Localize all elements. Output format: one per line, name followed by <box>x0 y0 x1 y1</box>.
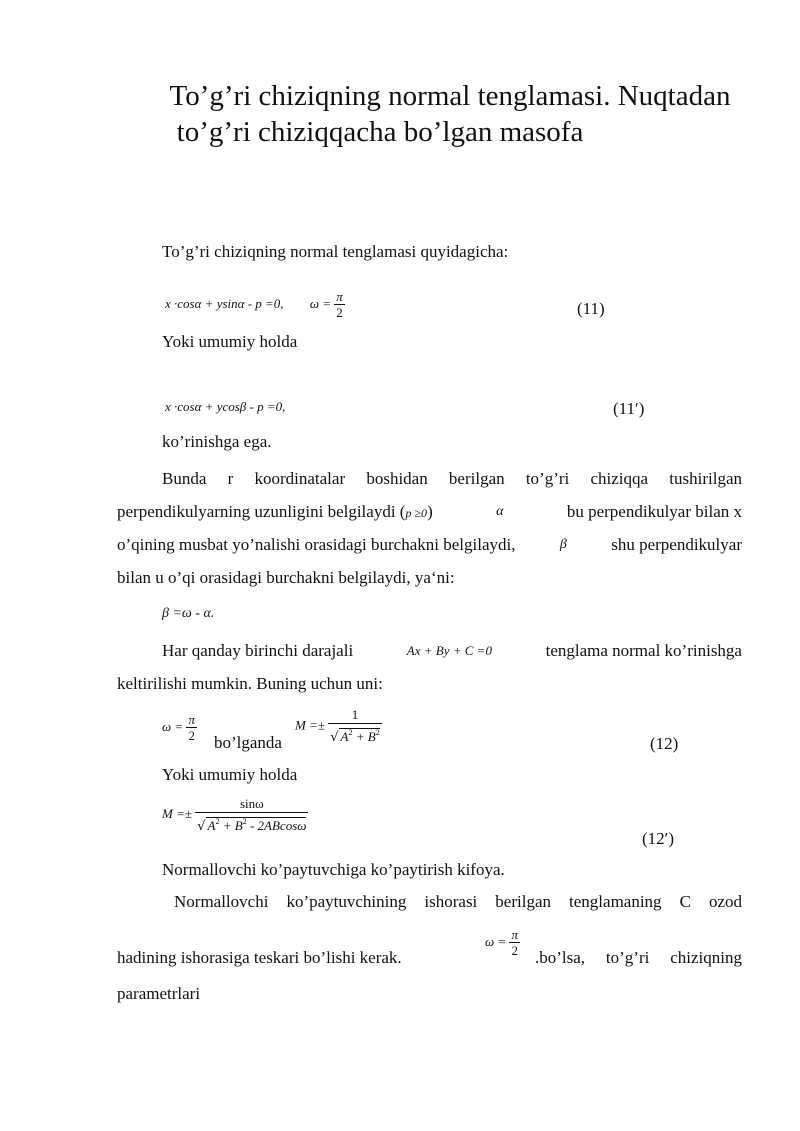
text: shu perpendikulyar <box>611 535 742 554</box>
two: 2 <box>336 305 343 320</box>
var-b: + B <box>219 818 243 833</box>
omega-eq: ω = <box>485 933 507 949</box>
m-eq: M =± <box>295 717 325 733</box>
paragraph-sign-line-1: Normallovchi ko’paytuvchining ishorasi berilgan tenglamaning C ozod <box>174 892 742 911</box>
page-title-line-2: to’g’ri chiziqqacha bo’lgan masofa <box>176 116 584 148</box>
pi: π <box>336 289 343 304</box>
equation-11-prime-body: x ·cosα + ycosβ - p =0, <box>165 399 286 414</box>
paragraph-explanation-line-3 <box>117 533 742 557</box>
pi: π <box>188 712 195 727</box>
var-b: + B <box>352 729 376 744</box>
equation-11 <box>165 290 345 320</box>
paragraph-linear-line-2: keltirilishi mumkin. Buning uchun uni: <box>117 674 383 693</box>
one: 1 <box>351 707 359 722</box>
linear-equation: Ax + By + C =0 <box>406 643 492 658</box>
exp: 2 <box>242 817 247 826</box>
paragraph-has-form: ko’rinishga ega. <box>162 432 272 451</box>
equation-11-body: x ·cosα + ysinα - p =0, <box>165 295 284 311</box>
text: bu perpendikulyar bilan x <box>566 502 742 521</box>
text: perpendikulyarning uzunligini belgilaydi ( <box>117 502 406 521</box>
exp: 2 <box>215 817 220 826</box>
equation-12-prime <box>162 796 308 835</box>
page-title-line-1: To’g’ri chiziqning normal tenglamasi. Nuqtadan <box>169 80 731 112</box>
text: ) <box>427 502 433 521</box>
var-a: A <box>340 729 349 744</box>
omega-eq: ω = <box>309 295 332 311</box>
exp: 2 <box>375 728 380 737</box>
exp: 2 <box>348 728 353 737</box>
beta-relation <box>162 600 214 626</box>
paragraph-explanation-line-2 <box>117 500 742 525</box>
equation-number-12: (12) <box>650 734 679 753</box>
var-a: A <box>207 818 216 833</box>
paragraph-sign-line-2 <box>117 928 742 968</box>
m-eq: M =± <box>162 806 192 822</box>
text: Har qanday birinchi darajali <box>162 641 354 660</box>
text: hadining ishorasiga teskari bo’lishi kerak. <box>117 948 402 967</box>
paragraph-explanation-line-4: bilan u o’qi orasidagi burchakni belgilaydi, ya‘ni: <box>117 568 455 587</box>
omega-def-inline <box>485 928 520 958</box>
pi-over-two <box>334 290 345 320</box>
radicand <box>339 728 380 744</box>
beta-symbol: β <box>559 537 567 552</box>
text-bolganda: bo’lganda <box>214 733 282 752</box>
paragraph-intro: To’g’ri chiziqning normal tenglamasi quyidagicha: <box>162 242 509 261</box>
two: 2 <box>188 728 195 743</box>
omega-def-12 <box>162 713 197 743</box>
omega-def <box>309 289 345 320</box>
omega-eq: ω = <box>162 718 184 734</box>
paragraph-multiply: Normallovchi ko’paytuvchiga ko’paytirish kifoya. <box>162 860 505 879</box>
equation-number-11: (11) <box>577 299 605 318</box>
sqrt-denominator <box>195 812 308 835</box>
two: 2 <box>511 943 518 958</box>
p-ge-zero: p ≥0 <box>405 506 428 520</box>
equation-number-12-prime: (12′) <box>642 829 675 848</box>
text-segment <box>117 500 433 525</box>
alpha-symbol: α <box>496 504 504 519</box>
sin-omega: sinω <box>239 796 264 811</box>
pi: π <box>511 927 518 942</box>
paragraph-general-form-2: Yoki umumiy holda <box>162 765 298 784</box>
radicand <box>206 817 307 833</box>
paragraph-sign-line-3: parametrlari <box>117 984 201 1003</box>
beta-relation-formula: β =ω - α. <box>162 606 215 621</box>
paragraph-general-form: Yoki umumiy holda <box>162 332 298 351</box>
text: .bo’lsa, to’g’ri chiziqning <box>535 948 742 967</box>
sqrt-icon: √ <box>330 730 339 745</box>
sqrt-icon: √ <box>197 819 206 834</box>
normalizing-factor <box>295 707 382 746</box>
equation-11-prime <box>165 394 285 419</box>
text: tenglama normal ko’rinishga <box>545 641 742 660</box>
paragraph-linear-line-1 <box>162 639 742 663</box>
paragraph-explanation-line-1: Bunda r koordinatalar boshidan berilgan to’g’ri chiziqqa tushirilgan <box>162 469 742 488</box>
sqrt-denominator <box>328 723 381 746</box>
text: o’qining musbat yo’nalishi orasidagi burchakni belgilaydi, <box>117 535 516 554</box>
equation-number-11-prime: (11′) <box>613 399 645 418</box>
var-c: - 2ABcosω <box>246 818 307 833</box>
